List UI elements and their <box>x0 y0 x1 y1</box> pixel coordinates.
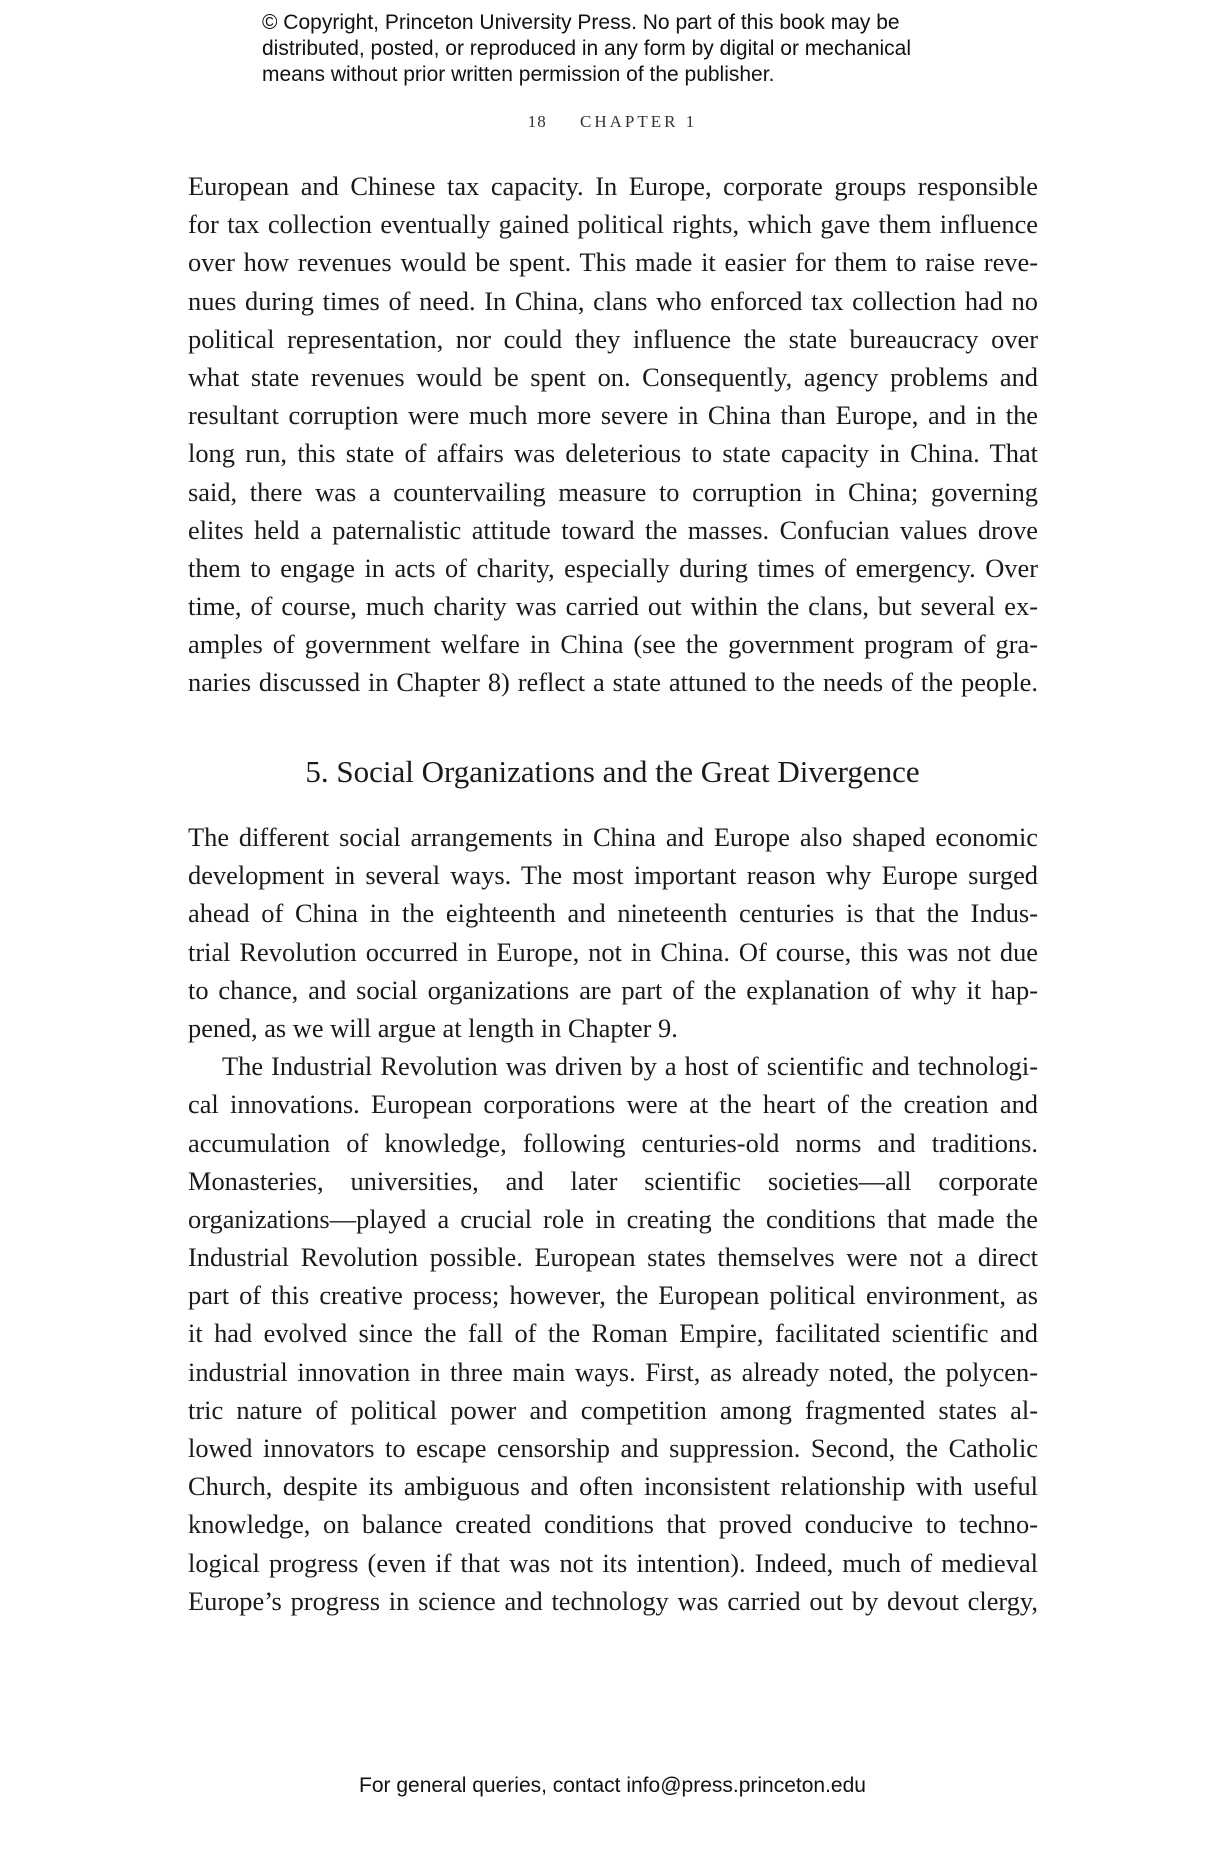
chapter-label: CHAPTER 1 <box>580 112 698 131</box>
text-line: Church, despite its ambiguous and often inconsistent relationship with useful <box>188 1471 1038 1502</box>
footer-contact: For general queries, contact info@press.princeton.edu <box>359 1774 866 1797</box>
text-line: time, of course, much charity was carried out within the clans, but several ex- <box>188 591 1038 622</box>
text-line: pened, as we will argue at length in Chapter 9. <box>188 1012 678 1043</box>
copyright-notice <box>262 10 1022 88</box>
copyright-line: © Copyright, Princeton University Press. No part of this book may be <box>262 11 900 34</box>
text-line: accumulation of knowledge, following centuries-old norms and traditions. <box>188 1127 1038 1158</box>
text-line: European and Chinese tax capacity. In Europe, corporate groups responsible <box>188 171 1038 201</box>
paragraph-3 <box>188 1047 1038 1620</box>
text-line: development in several ways. The most important reason why Europe surged <box>188 860 1038 891</box>
text-line: The Industrial Revolution was driven by a host of scientific and technologi- <box>222 1051 1038 1082</box>
text-line: ahead of China in the eighteenth and nineteenth centuries is that the Indus- <box>188 898 1038 929</box>
text-line: Monasteries, universities, and later scientific societies—all corporate <box>188 1165 1038 1196</box>
text-line: trial Revolution occurred in Europe, not in China. Of course, this was not due <box>188 936 1038 967</box>
text-line: part of this creative process; however, the European political environment, as <box>188 1280 1038 1311</box>
text-line: tric nature of political power and competition among fragmented states al- <box>188 1394 1038 1425</box>
paragraph-1 <box>188 167 1038 702</box>
text-line: resultant corruption were much more severe in China than Europe, and in the <box>188 400 1038 431</box>
text-line: cal innovations. European corporations were at the heart of the creation and <box>188 1089 1038 1120</box>
section-heading: 5. Social Organizations and the Great Divergence <box>305 754 920 789</box>
text-line: nues during times of need. In China, clans who enforced tax collection had no <box>188 285 1038 316</box>
text-line: naries discussed in Chapter 8) reflect a state attuned to the needs of the people. <box>188 667 1038 698</box>
text-line: knowledge, on balance created conditions that proved conducive to techno- <box>188 1509 1038 1540</box>
text-line: what state revenues would be spent on. Consequently, agency problems and <box>188 361 1038 392</box>
text-line: them to engage in acts of charity, especially during times of emergency. Over <box>188 552 1038 583</box>
text-line: industrial innovation in three main ways. First, as already noted, the polycen- <box>188 1356 1038 1387</box>
text-line: over how revenues would be spent. This made it easier for them to raise reve- <box>188 247 1038 278</box>
text-line: for tax collection eventually gained political rights, which gave them influence <box>188 209 1038 240</box>
text-line: amples of government welfare in China (see the government program of gra- <box>188 629 1038 660</box>
text-line: logical progress (even if that was not its intention). Indeed, much of medieval <box>188 1547 1038 1578</box>
text-line: The different social arrangements in China and Europe also shaped economic <box>188 822 1038 852</box>
text-line: political representation, nor could they influence the state bureaucracy over <box>188 323 1038 354</box>
text-line: to chance, and social organizations are part of the explanation of why it hap- <box>188 974 1038 1005</box>
paragraph-2 <box>188 818 1038 1047</box>
text-line: elites held a paternalistic attitude toward the masses. Confucian values drove <box>188 514 1038 545</box>
text-line: Industrial Revolution possible. European states themselves were not a direct <box>188 1242 1038 1273</box>
text-line: lowed innovators to escape censorship and suppression. Second, the Catholic <box>188 1433 1038 1463</box>
page-number: 18 <box>527 112 547 131</box>
copyright-line: means without prior written permission of the publisher. <box>262 63 775 86</box>
text-line: said, there was a countervailing measure to corruption in China; governing <box>188 476 1038 507</box>
text-line: Europe’s progress in science and technology was carried out by devout clergy, <box>188 1585 1038 1616</box>
running-head <box>0 112 1225 132</box>
text-line: it had evolved since the fall of the Roman Empire, facilitated scientific and <box>188 1318 1038 1349</box>
text-line: long run, this state of affairs was deleterious to state capacity in China. That <box>188 438 1038 469</box>
body-text-section-5 <box>188 818 1038 1620</box>
text-line: organizations—played a crucial role in creating the conditions that made the <box>188 1203 1038 1234</box>
copyright-line: distributed, posted, or reproduced in any form by digital or mechanical <box>262 37 912 60</box>
